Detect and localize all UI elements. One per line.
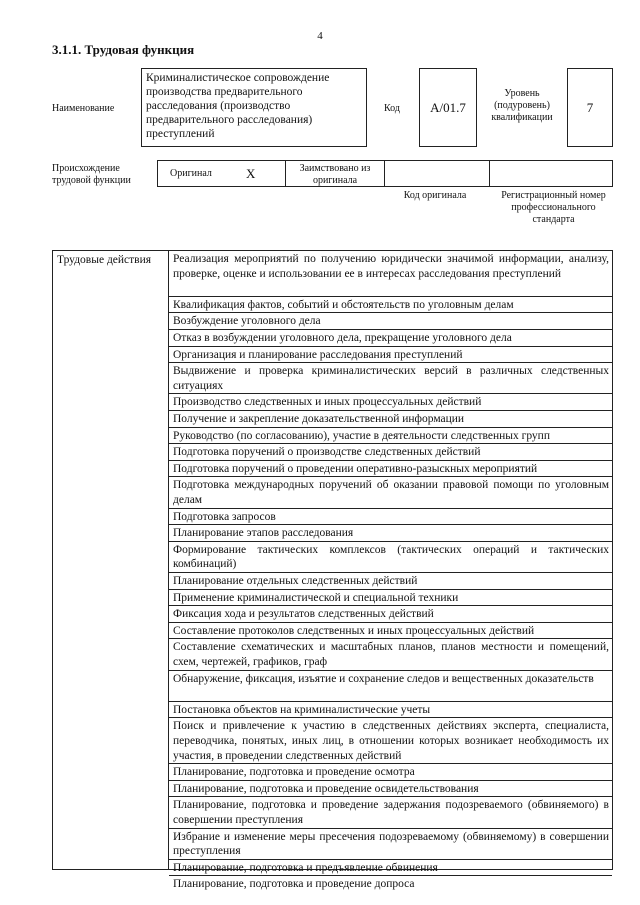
code-label: Код (384, 103, 400, 114)
level-value: 7 (586, 99, 594, 115)
labor-actions-label: Трудовые действия (57, 254, 152, 266)
labor-action-item: Подготовка поручений о проведении оперативно-разыскных мероприятий (169, 461, 612, 478)
labor-action-item: Выдвижение и проверка криминалистических версий в различных следственных ситуациях (169, 363, 612, 394)
labor-action-item: Отказ в возбуждении уголовного дела, прекращение уголовного дела (169, 330, 612, 347)
labor-action-item: Планирование отдельных следственных действий (169, 573, 612, 590)
function-name: Криминалистическое сопровождение производства предварительного расследования (производство предварительного расследования) преступлений (146, 72, 330, 140)
labor-action-item: Формирование тактических комплексов (тактических операций и тактических комбинаций) (169, 542, 612, 573)
labor-action-item: Реализация мероприятий по получению юридически значимой информации, анализу, проверке, оценке и использовании ее в интересах расследования преступлений (169, 251, 612, 297)
original-label: Оригинал (170, 168, 212, 179)
labor-action-item: Планирование, подготовка и проведение задержания подозреваемого (обвиняемого) в совершении преступления (169, 797, 612, 828)
labor-action-item: Планирование, подготовка и проведение допроса (173, 878, 415, 891)
reg-number-label: Регистрационный номер профессионального стандарта (501, 190, 606, 225)
page-number: 4 (317, 30, 323, 42)
labor-action-item: Применение криминалистической и специальной техники (169, 590, 612, 607)
origin-table (157, 160, 613, 187)
origin-label: Происхождение трудовой функции (52, 163, 131, 186)
labor-action-item: Планирование этапов расследования (169, 525, 612, 542)
code-original-label: Код оригинала (403, 190, 467, 201)
labor-action-item: Фиксация хода и результатов следственных действий (169, 606, 612, 623)
labor-action-item: Составление схематических и масштабных планов, планов местности и помещений, схем, чертежей, графиков, граф (169, 639, 612, 670)
code-box (419, 68, 477, 147)
level-box (567, 68, 613, 147)
labor-action-item: Планирование, подготовка и проведение освидетельствования (169, 781, 612, 798)
labor-action-item: Подготовка запросов (169, 509, 612, 526)
level-label: Уровень (подуровень) квалификации (491, 88, 553, 123)
labor-action-item: Квалификация фактов, событий и обстоятельств по уголовным делам (169, 297, 612, 314)
name-label: Наименование (52, 103, 115, 114)
labor-action-item: Избрание и изменение меры пресечения подозреваемому (обвиняемому) в совершении преступления (169, 829, 612, 860)
labor-action-item: Подготовка международных поручений об оказании правовой помощи по уголовным делам (169, 477, 612, 508)
labor-action-item: Возбуждение уголовного дела (169, 313, 612, 330)
labor-action-item: Подготовка поручений о производстве следственных действий (169, 444, 612, 461)
original-mark: X (246, 166, 256, 181)
labor-action-item: Поиск и привлечение к участию в следственных действиях эксперта, специалиста, переводчика, понятых, иных лиц, в отношении которых возникает необходимость их участия, в проведении следственных действий (169, 718, 612, 764)
labor-action-item: Постановка объектов на криминалистические учеты (169, 702, 612, 719)
labor-action-item: Производство следственных и иных процессуальных действий (169, 394, 612, 411)
labor-action-item: Руководство (по согласованию), участие в деятельности следственных групп (169, 428, 612, 445)
labor-action-item: Планирование, подготовка и предъявление обвинения (169, 860, 612, 877)
section-title: 3.1.1. Трудовая функция (52, 42, 195, 57)
labor-action-item: Составление протоколов следственных и иных процессуальных действий (169, 623, 612, 640)
code-value: А/01.7 (430, 99, 466, 115)
name-box (141, 68, 367, 147)
labor-action-item: Получение и закрепление доказательственной информации (169, 411, 612, 428)
labor-action-item: Обнаружение, фиксация, изъятие и сохранение следов и вещественных доказательств (169, 671, 612, 702)
labor-action-item: Планирование, подготовка и проведение осмотра (169, 764, 612, 781)
labor-action-item: Организация и планирование расследования преступлений (169, 347, 612, 364)
borrowed-label: Заимствовано из оригинала (299, 163, 371, 186)
labor-actions-table (52, 250, 613, 891)
